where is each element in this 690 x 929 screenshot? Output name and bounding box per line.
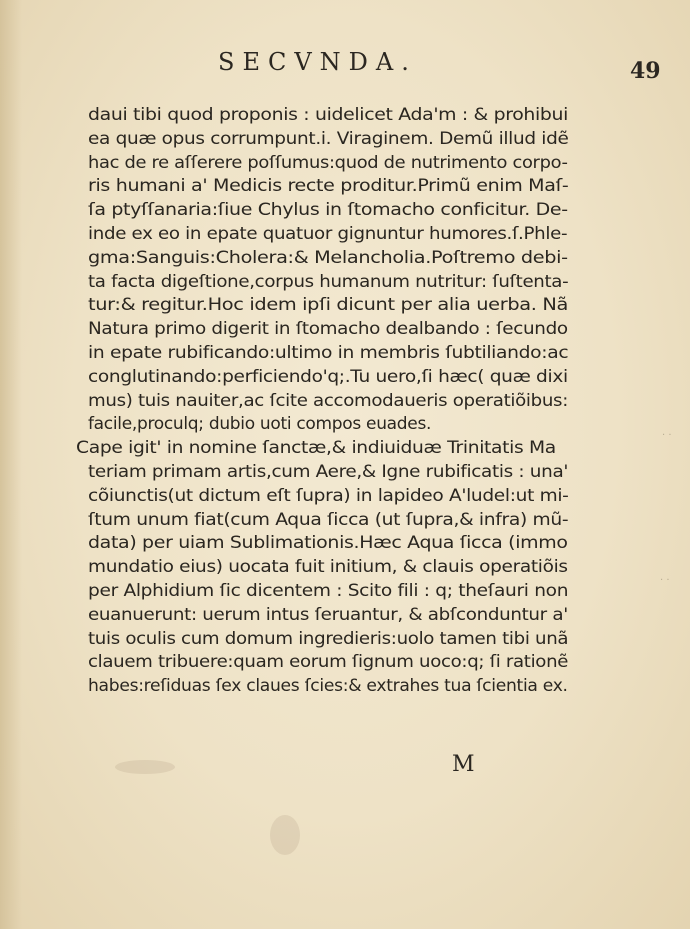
signature-mark: M [452,752,475,777]
text-line: euanuerunt: uerum intus ſeruantur, & abſconduntur a' [88,604,568,625]
text-line: Cape igit' in nomine ſanctæ,& indiuiduæ Trinitatis Ma [76,438,556,459]
text-line: ſtum unum fiat(cum Aqua ſicca (ut ſupra,& infra) mũ- [88,509,569,530]
text-line: in epate rubificando:ultimo in membris ſubtiliando:ac [88,343,569,363]
text-line: ea quæ opus corrumpunt.i. Viraginem. Demũ illud idẽ [88,128,569,149]
text-line: ris humani a' Medicis recte proditur.Primũ enim Maſ- [88,176,569,197]
ink-smudge [115,760,175,774]
ink-smudge [270,815,300,855]
text-line: per Alphidium ſic dicentem : Scito fili : q; theſauri non [88,581,569,601]
text-line: clauem tribuere:quam eorum ſignum uoco:q; ſi rationẽ [88,652,569,673]
text-line: inde ex eo in epate quatuor gignuntur humores.ſ.Phle- [88,224,568,244]
text-line: teriam primam artis,cum Aere,& Igne rubificatis : una' [88,462,569,482]
text-line: habes:reſiduas ſex claues ſcies:& extrahes tua ſcientia ex. [88,676,568,697]
text-line: facile,proculq; dubio uoti compos euades. [88,414,432,435]
page-number: 49 [630,58,661,84]
text-line: ſa ptyſſanaria:ſiue Chylus in ſtomacho conficitur. De- [88,200,568,221]
text-line: tur:& regitur.Hoc idem ipſi dicunt per alia uerba. Nã [88,295,569,316]
margin-specks: · · [662,430,672,441]
text-line: hac de re aſſerere poſſumus:quod de nutrimento corpo- [88,152,568,173]
text-line: mundatio eius) uocata fuit initium, & clauis operatiõis [88,557,568,578]
text-line: ta facta digeſtione,corpus humanum nutritur: ſuſtenta- [88,271,569,292]
text-line: Natura primo digerit in ſtomacho dealbando : ſecundo [88,319,568,340]
margin-specks: · · [660,575,670,586]
gutter-shadow [0,0,22,929]
text-line: mus) tuis nauiter,ac ſcite accomodaueris operatiõibus: [88,390,569,411]
text-line: gma:Sanguis:Cholera:& Melancholia.Poſtremo debi- [88,247,568,268]
text-line: data) per uiam Sublimationis.Hæc Aqua ſicca (immo [88,533,568,554]
running-head: SECVNDA. [218,48,417,76]
text-line: tuis oculis cum domum ingredieris:uolo tamen tibi unã [88,628,569,649]
text-line: cõiunctis(ut dictum eſt ſupra) in lapideo A'ludel:ut mi- [88,485,569,506]
text-line: daui tibi quod proponis : uidelicet Ada'm : & prohibui [88,105,569,125]
text-line: conglutinando:perficiendo'q;.Tu uero,ſi hæc( quæ dixi [88,366,568,387]
